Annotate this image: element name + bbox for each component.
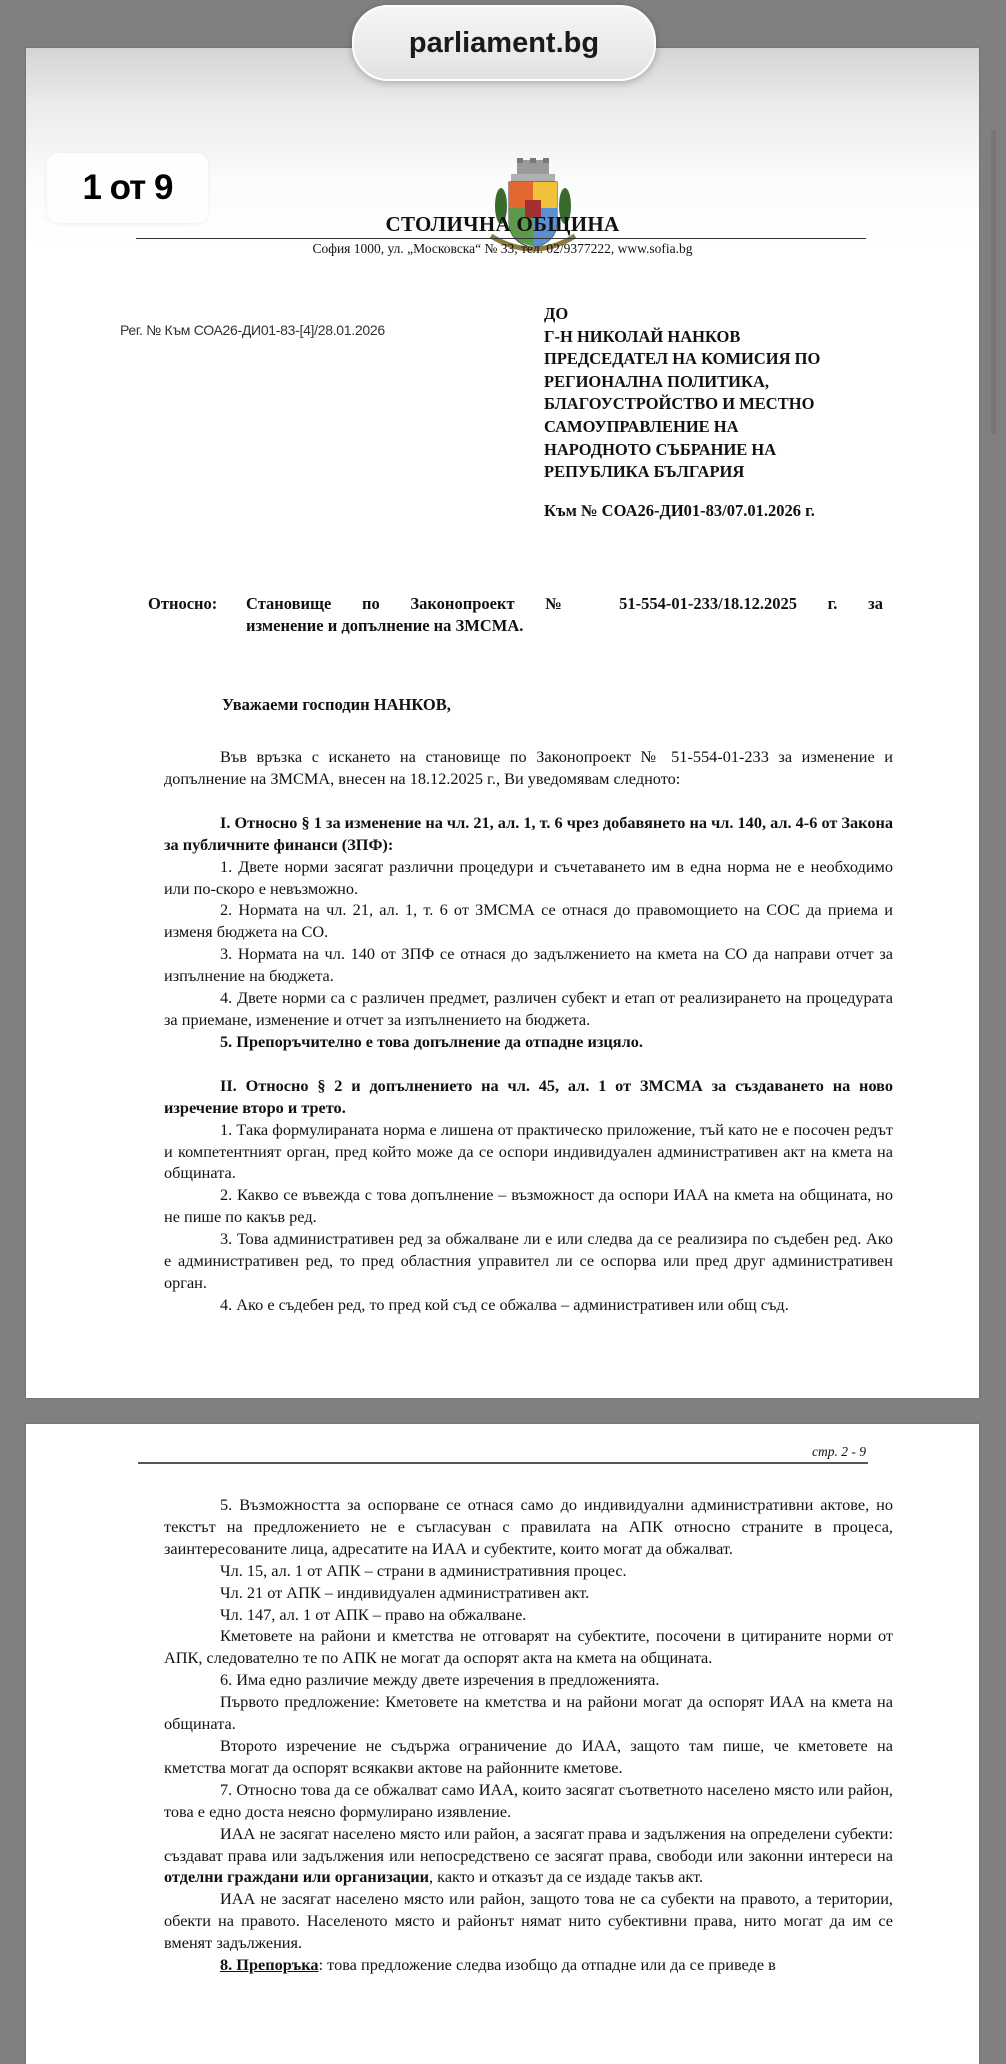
recipient-line: Г-Н НИКОЛАЙ НАНКОВ	[544, 326, 741, 346]
recipient-line: РЕПУБЛИКА БЪЛГАРИЯ	[544, 462, 745, 482]
paragraph: Второто изречение не съдържа ограничение до ИАА, защото там пише, че кметовете на кметства могат да оспорят всякакви актове на районните кметове.	[164, 1735, 893, 1777]
recipient-block	[544, 303, 820, 484]
subject-label: Относно:	[148, 594, 218, 613]
section-1-conclusion: 5. Препоръчително е това допълнение да отпадне изцяло.	[220, 1031, 643, 1051]
paragraph: 5. Възможността за оспорване се отнася само до индивидуални административни актове, но текстът на предложението не е съгласуван с правилата на АПК относно страните в процеса, заинтересованите лица, адресатите на ИАА и субектите, които могат да обжалват.	[164, 1495, 893, 1558]
section-1-item: 1. Двете норми засягат различни процедури и съчетаването им в една норма не е необходимо или по-скоро е невъзможно.	[164, 856, 893, 898]
paragraph: 7. Относно това да се обжалват само ИАА, които засягат съответното населено място или район, това е едно доста неясно формулирано изявление.	[164, 1779, 893, 1821]
scrollbar[interactable]	[991, 130, 996, 435]
recommendation-paragraph	[164, 1954, 893, 1976]
recipient-line: РЕГИОНАЛНА ПОЛИТИКА,	[544, 371, 769, 391]
section-2-heading: II. Относно § 2 и допълнението на чл. 45, ал. 1 от ЗМСМА за създаването на ново изречение второ и трето.	[164, 1075, 893, 1117]
section-2-item: 4. Ако е съдебен ред, то пред кой съд се обжалва – административен или общ съд.	[220, 1294, 789, 1314]
paragraph: ИАА не засягат населено място или район, защото това не са субекти на правото, а територии, обекти на правото. Населеното място и районът нямат нито субективни права, нито могат да им се вменят задължения.	[164, 1889, 893, 1953]
page-number-label: стр. 2 - 9	[812, 1444, 866, 1459]
recipient-line: ДО	[544, 304, 569, 323]
recipient-line: НАРОДНОТО СЪБРАНИЕ НА	[544, 439, 777, 459]
section-2-item: 2. Какво се въвежда с това допълнение – възможност да оспори ИАА на кмета на общината, но не пише по какъв ред.	[164, 1185, 893, 1227]
source-pill	[352, 5, 656, 81]
section-1-item: 3. Нормата на чл. 140 от ЗПФ се отнася до задължението на кмета на СО да направи отчет за изпълнение на бюджета.	[164, 944, 893, 986]
paragraph: Първото предложение: Кметовете на кметства и на райони могат да оспорят ИАА на кмета на общината.	[164, 1692, 893, 1734]
paragraph: Кметовете на райони и кметства не отговарят на субектите, посочени в цитираните норми от АПК, следователно те по АПК не могат да оспорят акта на кмета на общината.	[164, 1626, 893, 1668]
paragraph: 6. Има едно различие между двете изречения в предложенията.	[220, 1670, 660, 1690]
page-counter-badge	[47, 153, 208, 223]
paragraph: Чл. 147, ал. 1 от АПК – право на обжалване.	[220, 1604, 527, 1624]
paragraph: Чл. 15, ал. 1 от АПК – страни в административния процес.	[220, 1560, 627, 1580]
text-run: , както и отказът да се издаде такъв акт.	[429, 1867, 704, 1887]
paragraph: Чл. 21 от АПК – индивидуален административен акт.	[220, 1582, 590, 1602]
section-2-item: 1. Така формулираната норма е лишена от практическо приложение, тъй като не е посочен редът и компетентният орган, пред който може да се оспори индивидуален административен акт на кмета на общината.	[164, 1119, 893, 1183]
header-divider	[138, 1462, 868, 1464]
organization-name: СТОЛИЧНА ОБЩИНА	[385, 212, 620, 236]
subject-block	[148, 593, 883, 637]
registration-number: Рег. № Към СОА26-ДИ01-83-[4]/28.01.2026	[120, 322, 385, 338]
section-2-item: 3. Това административен ред за обжалване ли е или следва да се реализира по съдебен ред. Ако е административен ред, то пред областния управител ли се оспорва или пред друг административен орган.	[164, 1229, 893, 1292]
reference-number: Към № СОА26-ДИ01-83/07.01.2026 г.	[544, 501, 815, 520]
recommendation-text: : това предложение следва изобщо да отпадне или да се приведе в	[318, 1955, 776, 1975]
recommendation-label: 8. Препоръка	[220, 1955, 319, 1975]
document-page-1	[26, 48, 979, 1398]
letter-body-continued	[164, 1494, 893, 1976]
letter-body	[164, 746, 893, 1316]
subject-line: Становище по Законопроект № 51-554-01-233/18.12.2025 г. за	[246, 594, 883, 613]
source-label: parliament.bg	[408, 26, 600, 59]
organization-address: София 1000, ул. „Московска“ № 33, тел. 02/9377222, www.sofia.bg	[312, 241, 693, 256]
emphasis-text: отделни граждани или организации	[164, 1867, 430, 1887]
recipient-line: САМОУПРАВЛЕНИЕ НА	[544, 416, 739, 436]
paragraph	[164, 1823, 893, 1889]
text-run: ИАА не засягат населено място или район, а засягат права и задължения на определени субекти: създават права или задължения или непосредствено се засягат права, свободи или законни интереси на	[164, 1823, 893, 1865]
section-1-item: 2. Нормата на чл. 21, ал. 1, т. 6 от ЗМСМА се отнася до правомощието на СОС да приема и изменя бюджета на СО.	[164, 900, 893, 942]
header-divider	[136, 238, 866, 239]
section-1-item: 4. Двете норми са с различен предмет, различен субект и етап от реализирането на процедурата за приемане, изменение и отчет за изпълнението на бюджета.	[164, 988, 893, 1029]
recipient-line: ПРЕДСЕДАТЕЛ НА КОМИСИЯ ПО	[544, 349, 821, 369]
intro-paragraph: Във връзка с искането на становище по Законопроект № 51-554-01-233 за изменение и допълнение на ЗМСМА, внесен на 18.12.2025 г., Ви уведомявам следното:	[164, 747, 893, 788]
salutation: Уважаеми господин НАНКОВ,	[222, 695, 451, 714]
recipient-line: БЛАГОУСТРОЙСТВО И МЕСТНО	[544, 394, 815, 414]
subject-line: изменение и допълнение на ЗМСМА.	[246, 616, 524, 635]
page-counter-text: 1 от 9	[82, 168, 173, 207]
section-1-heading: I. Относно § 1 за изменение на чл. 21, ал. 1, т. 6 чрез добавянето на чл. 140, ал. 4-6 от Закона за публичните финанси (ЗПФ):	[164, 812, 893, 854]
document-page-2	[26, 1424, 979, 2064]
